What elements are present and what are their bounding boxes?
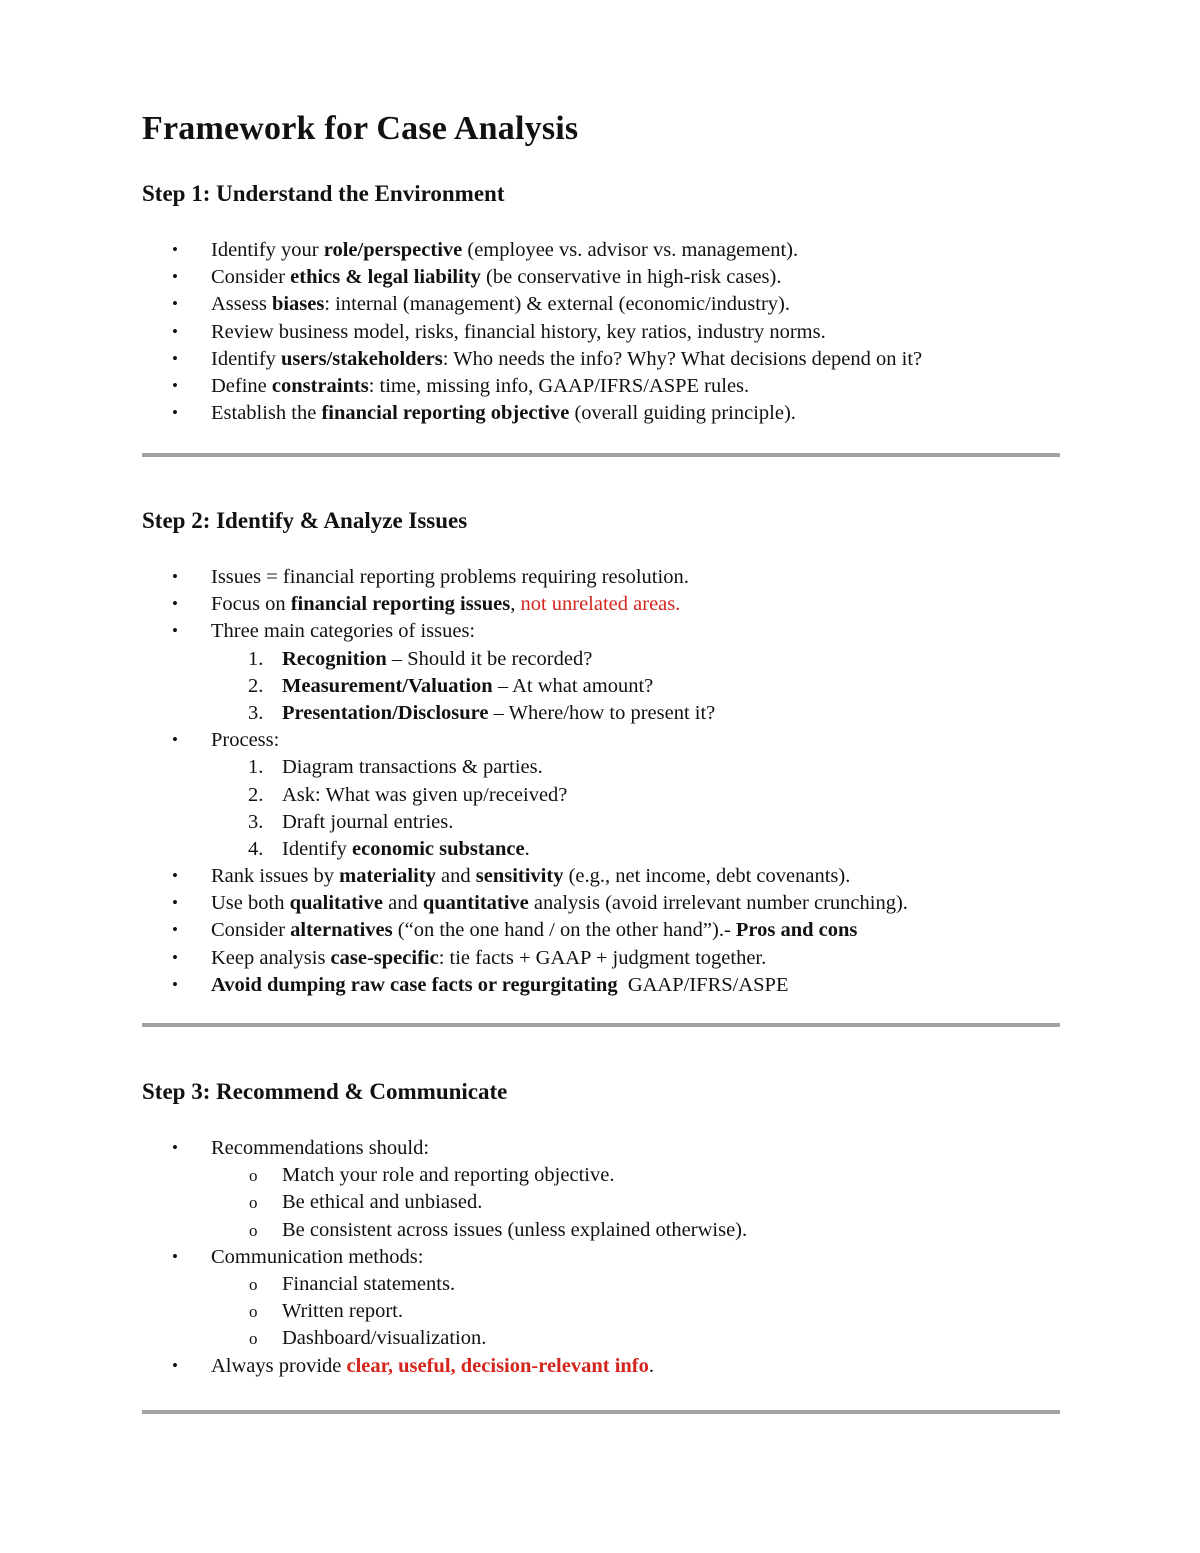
sub-list-item [142,809,1062,836]
list-item [142,291,1062,318]
horizontal-rule [142,1023,1060,1027]
sub-list-item [142,754,1062,781]
bullet-marker: • [172,1355,178,1375]
item-text: Issues = financial reporting problems requiring resolution. [211,566,689,588]
bullet-marker: • [172,621,178,641]
item-text: . [648,1354,654,1377]
section-heading: Step 2: Identify & Analyze Issues [142,508,468,533]
item-text: – Where/how to present it? [488,701,716,724]
bold-text: Avoid dumping raw case facts or regurgitating [211,973,618,996]
item-text: Always provide [211,1354,347,1377]
item-text: Be consistent across issues (unless explained otherwise). [282,1218,748,1241]
list-item [142,863,1062,890]
bullet-marker: • [172,974,178,994]
bullet-list [142,1135,1062,1380]
bullet-marker: • [172,240,178,259]
item-text: (be conservative in high-risk cases). [480,266,782,289]
horizontal-rule [142,453,1060,457]
bold-text: qualitative [289,892,383,915]
section-heading: Step 1: Understand the Environment [142,181,505,206]
bullet-marker: o [249,1302,258,1322]
list-item [142,319,1062,346]
list-item [142,1244,1062,1271]
list-number: 3. [248,810,264,833]
sub-list-item [142,1189,1062,1216]
bullet-marker: • [172,730,178,750]
item-text: Assess [211,293,272,316]
bullet-marker: • [172,567,178,586]
item-text: Consider [211,919,291,942]
bullet-marker: o [249,1193,258,1213]
item-text: : internal (management) & external (economic/industry). [324,293,790,316]
list-item [142,264,1062,291]
item-text: Three main categories of issues: [211,620,476,643]
list-item [142,945,1062,972]
list-item [142,591,1062,618]
list-item [142,564,1062,591]
item-text: – Should it be recorded? [386,647,593,670]
bold-text: constraints [271,374,369,397]
item-text: Be ethical and unbiased. [282,1191,483,1214]
item-text: Match your role and reporting objective. [282,1164,615,1187]
item-text: (e.g., net income, debt covenants). [563,865,851,888]
list-number: 2. [248,783,264,806]
bold-text: Measurement/Valuation [282,674,493,697]
bullet-marker: o [249,1220,258,1240]
list-item [142,346,1062,373]
bold-text: financial reporting issues [290,593,511,616]
bold-text: biases [271,293,325,316]
list-number: 4. [248,837,264,860]
sub-list-item [142,1217,1062,1244]
item-text: and [382,892,423,915]
bullet-marker: • [172,893,178,913]
bullet-marker: o [249,1166,258,1186]
horizontal-rule [142,1410,1060,1414]
item-text: , [510,593,521,616]
item-text: Use both [211,892,290,915]
item-text: Communication methods: [211,1245,424,1268]
item-text: GAAP/IFRS/ASPE [617,973,789,996]
bold-text: alternatives [290,919,393,942]
list-item [142,972,1062,999]
list-item [142,727,1062,754]
bullet-marker: • [172,1138,178,1157]
list-item [142,917,1062,944]
item-text: Review business model, risks, financial history, key ratios, industry norms. [211,320,826,343]
item-text: Process: [211,729,280,752]
item-text: : time, missing info, GAAP/IFRS/ASPE rules. [368,374,750,397]
item-text: Draft journal entries. [282,810,454,833]
bullet-marker: • [172,294,178,314]
sub-list-item [142,646,1062,673]
item-text: not unrelated areas. [520,593,681,616]
list-item [142,1135,1062,1162]
item-text: Written report. [282,1300,403,1323]
bullet-marker: • [172,267,178,287]
sub-list-item [142,673,1062,700]
item-text: (employee vs. advisor vs. management). [462,239,799,261]
item-text: Rank issues by [211,865,340,888]
item-text: Identify your [211,239,324,261]
sub-list-item [142,782,1062,809]
item-text: analysis (avoid irrelevant number crunching). [528,892,908,915]
list-item [142,237,1062,264]
item-text: Consider [211,266,291,289]
section-step-1 [142,181,1062,427]
bold-text: ethics & legal liability [290,266,481,289]
item-text: Focus on [211,593,291,616]
bold-text: economic substance [352,837,525,860]
sub-list-item [142,700,1062,727]
document-title: Framework for Case Analysis [142,110,579,147]
item-text: – At what amount? [492,674,654,697]
item-text: and [435,865,476,888]
sub-list-item [142,1162,1062,1189]
sub-list-item [142,1271,1062,1298]
section-heading: Step 3: Recommend & Communicate [142,1079,508,1104]
item-text: Financial statements. [282,1272,456,1295]
bullet-list [142,564,1062,999]
bullet-marker: • [172,375,178,395]
item-text: Define [211,374,272,397]
list-item [142,890,1062,917]
bold-text: clear, useful, decision-relevant info [346,1354,649,1377]
list-item [142,400,1062,427]
item-text: (overall guiding principle). [569,402,796,425]
list-number: 3. [248,701,264,724]
item-text: Identify [282,837,353,860]
bullet-marker: • [172,1246,178,1266]
bold-text: case-specific [330,946,439,969]
item-text: Recommendations should: [211,1137,430,1159]
list-item [142,373,1062,400]
bullet-marker: • [172,403,178,423]
item-text: Diagram transactions & parties. [282,756,543,779]
bullet-marker: • [172,866,178,886]
bullet-marker: • [172,594,178,614]
list-number: 2. [248,674,264,697]
item-text: Ask: What was given up/received? [282,783,568,806]
bullet-list [142,237,1062,427]
bullet-marker: o [249,1274,258,1294]
bold-text: users/stakeholders [281,347,443,370]
bold-text: role/perspective [323,239,463,261]
item-text: Keep analysis [211,946,331,969]
bullet-marker: • [172,947,178,967]
bold-text: Pros and cons [735,919,858,942]
list-number: 1. [248,756,264,779]
item-text: : tie facts + GAAP + judgment together. [438,946,767,969]
bold-text: Presentation/Disclosure [282,701,489,724]
bold-text: Recognition [282,647,387,670]
bullet-marker: • [172,321,178,341]
item-text: Establish the [211,402,322,425]
item-text: : Who needs the info? Why? What decisions depend on it? [442,347,923,370]
item-text: Dashboard/visualization. [282,1327,487,1350]
section-step-2 [142,508,1062,999]
bold-text: financial reporting objective [321,402,570,425]
bullet-marker: • [172,920,178,940]
sub-list-item [142,1298,1062,1325]
section-step-3 [142,1079,1062,1380]
list-item [142,1353,1062,1380]
item-text: Identify [211,347,282,370]
bold-text: sensitivity [475,865,564,888]
item-text: (“on the one hand / on the other hand”).- [392,919,736,942]
list-item [142,618,1062,645]
bold-text: materiality [339,865,436,888]
item-text: . [524,837,530,860]
sub-list-item [142,836,1062,863]
list-number: 1. [248,647,264,670]
bold-text: quantitative [422,892,529,915]
bullet-marker: • [172,348,178,368]
bullet-marker: o [249,1329,258,1349]
sub-list-item [142,1325,1062,1352]
